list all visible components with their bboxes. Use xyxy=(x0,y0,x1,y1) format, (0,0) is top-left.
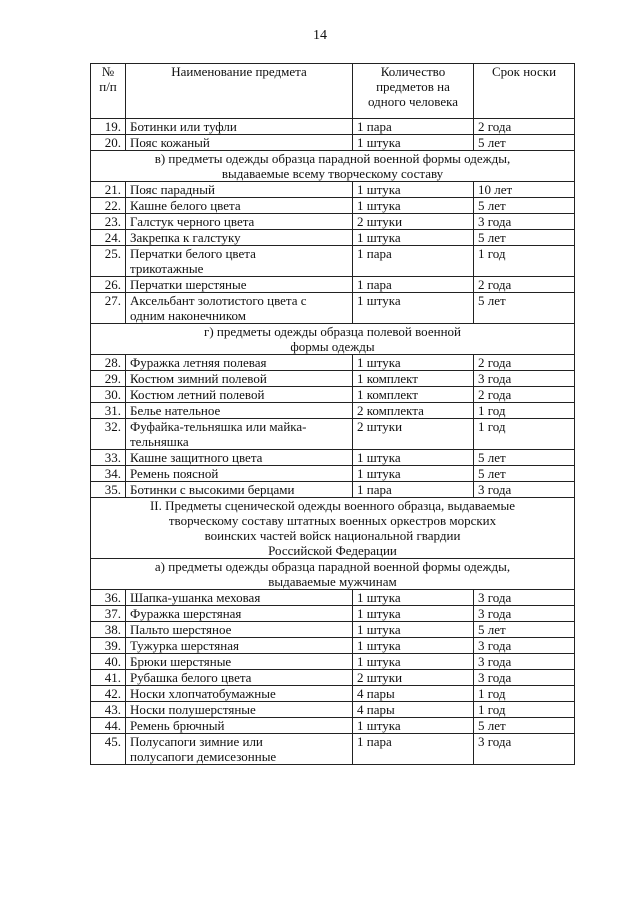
row-number: 33. xyxy=(91,450,126,466)
row-term: 3 года xyxy=(474,638,575,654)
table-row xyxy=(91,670,575,686)
row-term: 1 год xyxy=(474,702,575,718)
row-number: 20. xyxy=(91,135,126,151)
row-item-name: Рубашка белого цвета xyxy=(126,670,353,686)
row-item-name: Фуфайка-тельняшка или майка- тельняшка xyxy=(126,419,353,450)
row-item-name: Полусапоги зимние или полусапоги демисезонные xyxy=(126,734,353,765)
table-row xyxy=(91,214,575,230)
row-number: 45. xyxy=(91,734,126,765)
row-number: 36. xyxy=(91,590,126,606)
table-row xyxy=(91,135,575,151)
subsection-row xyxy=(91,151,575,182)
row-quantity: 2 штуки xyxy=(353,670,474,686)
row-term: 5 лет xyxy=(474,466,575,482)
row-term: 2 года xyxy=(474,277,575,293)
row-number: 30. xyxy=(91,387,126,403)
row-term: 1 год xyxy=(474,246,575,277)
row-term: 3 года xyxy=(474,482,575,498)
row-item-name: Ремень поясной xyxy=(126,466,353,482)
row-item-name: Закрепка к галстуку xyxy=(126,230,353,246)
row-term: 3 года xyxy=(474,590,575,606)
row-quantity: 2 комплекта xyxy=(353,403,474,419)
row-term: 5 лет xyxy=(474,293,575,324)
row-number: 31. xyxy=(91,403,126,419)
row-quantity: 2 штуки xyxy=(353,419,474,450)
row-item-name: Пальто шерстяное xyxy=(126,622,353,638)
row-quantity: 1 пара xyxy=(353,246,474,277)
row-number: 34. xyxy=(91,466,126,482)
row-term: 3 года xyxy=(474,670,575,686)
row-term: 3 года xyxy=(474,371,575,387)
row-quantity: 2 штуки xyxy=(353,214,474,230)
row-number: 42. xyxy=(91,686,126,702)
row-number: 23. xyxy=(91,214,126,230)
table-row xyxy=(91,119,575,135)
row-term: 5 лет xyxy=(474,230,575,246)
row-quantity: 1 штука xyxy=(353,606,474,622)
row-term: 1 год xyxy=(474,419,575,450)
page-number: 14 xyxy=(313,28,327,43)
row-number: 21. xyxy=(91,182,126,198)
row-number: 26. xyxy=(91,277,126,293)
row-number: 38. xyxy=(91,622,126,638)
table-row xyxy=(91,182,575,198)
row-term: 3 года xyxy=(474,606,575,622)
subsection-title: в) предметы одежды образца парадной военной формы одежды, выдаваемые всему творческому составу xyxy=(91,151,575,182)
row-number: 25. xyxy=(91,246,126,277)
row-quantity: 1 штука xyxy=(353,355,474,371)
row-item-name: Фуражка летняя полевая xyxy=(126,355,353,371)
row-term: 3 года xyxy=(474,734,575,765)
row-number: 27. xyxy=(91,293,126,324)
table-row xyxy=(91,718,575,734)
row-item-name: Носки полушерстяные xyxy=(126,702,353,718)
row-item-name: Ремень брючный xyxy=(126,718,353,734)
header-name: Наименование предмета xyxy=(126,64,353,119)
row-term: 10 лет xyxy=(474,182,575,198)
row-quantity: 1 пара xyxy=(353,277,474,293)
row-quantity: 1 штука xyxy=(353,135,474,151)
row-number: 32. xyxy=(91,419,126,450)
row-number: 28. xyxy=(91,355,126,371)
row-item-name: Костюм зимний полевой xyxy=(126,371,353,387)
row-quantity: 1 комплект xyxy=(353,387,474,403)
row-term: 5 лет xyxy=(474,718,575,734)
row-term: 3 года xyxy=(474,654,575,670)
section-heading-row xyxy=(91,498,575,559)
row-number: 29. xyxy=(91,371,126,387)
row-number: 44. xyxy=(91,718,126,734)
row-number: 35. xyxy=(91,482,126,498)
row-quantity: 1 штука xyxy=(353,450,474,466)
row-quantity: 1 пара xyxy=(353,482,474,498)
subsection-row xyxy=(91,324,575,355)
row-quantity: 1 пара xyxy=(353,734,474,765)
header-quantity: Количество предметов на одного человека xyxy=(353,64,474,119)
row-quantity: 1 штука xyxy=(353,466,474,482)
row-item-name: Ботинки или туфли xyxy=(126,119,353,135)
table-row xyxy=(91,734,575,765)
row-quantity: 1 штука xyxy=(353,718,474,734)
table-row xyxy=(91,371,575,387)
row-item-name: Фуражка шерстяная xyxy=(126,606,353,622)
clothing-norms-table xyxy=(90,63,575,765)
row-quantity: 1 штука xyxy=(353,622,474,638)
row-item-name: Кашне белого цвета xyxy=(126,198,353,214)
table-row xyxy=(91,230,575,246)
table-row xyxy=(91,702,575,718)
header-num: № п/п xyxy=(91,64,126,119)
row-item-name: Перчатки белого цвета трикотажные xyxy=(126,246,353,277)
row-number: 37. xyxy=(91,606,126,622)
row-term: 5 лет xyxy=(474,135,575,151)
row-term: 1 год xyxy=(474,403,575,419)
row-number: 39. xyxy=(91,638,126,654)
table-header-row xyxy=(91,64,575,119)
table-row xyxy=(91,355,575,371)
subsection-title: г) предметы одежды образца полевой военной формы одежды xyxy=(91,324,575,355)
table-row xyxy=(91,403,575,419)
row-quantity: 1 штука xyxy=(353,638,474,654)
table-row xyxy=(91,638,575,654)
row-number: 19. xyxy=(91,119,126,135)
subsection-title: а) предметы одежды образца парадной военной формы одежды, выдаваемые мужчинам xyxy=(91,559,575,590)
row-item-name: Пояс кожаный xyxy=(126,135,353,151)
row-quantity: 1 штука xyxy=(353,590,474,606)
row-quantity: 1 пара xyxy=(353,119,474,135)
row-item-name: Носки хлопчатобумажные xyxy=(126,686,353,702)
table-body xyxy=(91,119,575,765)
header-term: Срок носки xyxy=(474,64,575,119)
row-term: 3 года xyxy=(474,214,575,230)
row-quantity: 4 пары xyxy=(353,686,474,702)
table-row xyxy=(91,686,575,702)
row-term: 5 лет xyxy=(474,622,575,638)
table-row xyxy=(91,277,575,293)
row-item-name: Аксельбант золотистого цвета с одним наконечником xyxy=(126,293,353,324)
table-row xyxy=(91,387,575,403)
table-row xyxy=(91,654,575,670)
row-quantity: 1 штука xyxy=(353,293,474,324)
row-item-name: Шапка-ушанка меховая xyxy=(126,590,353,606)
table-row xyxy=(91,622,575,638)
row-quantity: 1 штука xyxy=(353,230,474,246)
row-quantity: 1 штука xyxy=(353,198,474,214)
row-item-name: Брюки шерстяные xyxy=(126,654,353,670)
row-term: 5 лет xyxy=(474,198,575,214)
row-term: 2 года xyxy=(474,355,575,371)
table-row xyxy=(91,466,575,482)
table-row xyxy=(91,198,575,214)
row-quantity: 1 штука xyxy=(353,654,474,670)
table-row xyxy=(91,246,575,277)
row-number: 40. xyxy=(91,654,126,670)
row-item-name: Перчатки шерстяные xyxy=(126,277,353,293)
section-heading: II. Предметы сценической одежды военного образца, выдаваемые творческому составу штатных военных оркестров морских воинских частей войск национальной гвардии Российской Федерации xyxy=(91,498,575,559)
row-item-name: Белье нательное xyxy=(126,403,353,419)
row-number: 24. xyxy=(91,230,126,246)
table-row xyxy=(91,482,575,498)
table-row xyxy=(91,606,575,622)
row-item-name: Ботинки с высокими берцами xyxy=(126,482,353,498)
table-row xyxy=(91,450,575,466)
row-quantity: 1 комплект xyxy=(353,371,474,387)
row-term: 2 года xyxy=(474,387,575,403)
row-item-name: Пояс парадный xyxy=(126,182,353,198)
row-number: 22. xyxy=(91,198,126,214)
row-item-name: Галстук черного цвета xyxy=(126,214,353,230)
row-term: 2 года xyxy=(474,119,575,135)
row-number: 43. xyxy=(91,702,126,718)
table-row xyxy=(91,590,575,606)
row-quantity: 4 пары xyxy=(353,702,474,718)
row-term: 1 год xyxy=(474,686,575,702)
row-item-name: Костюм летний полевой xyxy=(126,387,353,403)
row-term: 5 лет xyxy=(474,450,575,466)
row-quantity: 1 штука xyxy=(353,182,474,198)
subsection-row xyxy=(91,559,575,590)
table-row xyxy=(91,419,575,450)
row-number: 41. xyxy=(91,670,126,686)
table-row xyxy=(91,293,575,324)
row-item-name: Кашне защитного цвета xyxy=(126,450,353,466)
row-item-name: Тужурка шерстяная xyxy=(126,638,353,654)
